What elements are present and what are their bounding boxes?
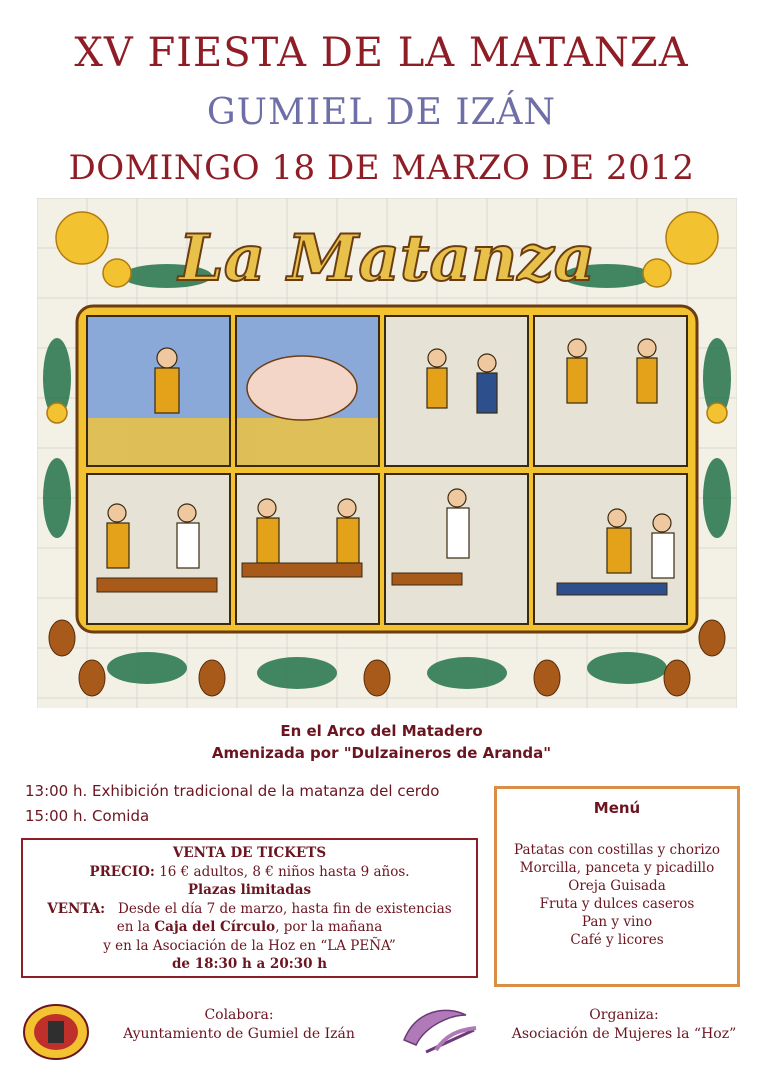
event-date: DOMINGO 18 DE MARZO DE 2012 <box>68 148 695 188</box>
tile-heading: La Matanza <box>178 221 596 296</box>
tickets-box <box>21 838 478 978</box>
colabora-name: Ayuntamiento de Gumiel de Izán <box>123 1026 355 1042</box>
menu-item: Patatas con costillas y chorizo <box>514 842 720 858</box>
price-text: 16 € adultos, 8 € niños hasta 9 años. <box>159 863 410 880</box>
town-shield-logo <box>22 1003 90 1061</box>
sale-line2-post: , por la mañana <box>275 919 383 935</box>
location-music: Amenizada por "Dulzaineros de Aranda" <box>211 744 552 762</box>
matanza-tile-illustration <box>37 198 737 708</box>
price-label: PRECIO: <box>89 863 155 880</box>
schedule-item: 13:00 h. Exhibición tradicional de la matanza del cerdo <box>25 782 440 800</box>
colabora-block <box>114 1006 364 1044</box>
limited-seats: Plazas limitadas <box>187 882 312 898</box>
menu-item: Café y licores <box>570 932 664 948</box>
sickle-logo <box>396 1000 482 1058</box>
menu-item: Fruta y dulces caseros <box>539 896 695 912</box>
organiza-block <box>500 1006 748 1044</box>
menu-item: Oreja Guisada <box>568 878 666 894</box>
schedule <box>25 779 439 829</box>
town-name: GUMIEL DE IZÁN <box>206 92 557 133</box>
menu-item: Morcilla, panceta y picadillo <box>519 860 715 876</box>
schedule-item: 15:00 h. Comida <box>25 807 150 825</box>
organiza-name: Asociación de Mujeres la “Hoz” <box>511 1026 737 1042</box>
menu-box <box>494 786 740 987</box>
sale-line3: y en la Asociación de la Hoz en “LA PEÑA” <box>103 937 396 954</box>
tickets-heading: VENTA DE TICKETS <box>172 845 327 861</box>
organiza-label: Organiza: <box>589 1007 659 1023</box>
menu-item: Pan y vino <box>581 914 653 930</box>
sale-label: VENTA: <box>47 900 106 917</box>
location-block <box>0 720 763 764</box>
sale-line2-bold: Caja del Círculo <box>154 919 276 935</box>
pig <box>247 356 357 420</box>
sale-line1: Desde el día 7 de marzo, hasta fin de existencias <box>118 900 452 917</box>
location-venue: En el Arco del Matadero <box>280 722 483 740</box>
event-title: XV FIESTA DE LA MATANZA <box>74 30 689 76</box>
sale-line2-pre: en la <box>116 919 155 935</box>
sale-hours: de 18:30 h a 20:30 h <box>171 956 328 972</box>
menu-heading: Menú <box>593 799 641 817</box>
colabora-label: Colabora: <box>204 1007 274 1023</box>
